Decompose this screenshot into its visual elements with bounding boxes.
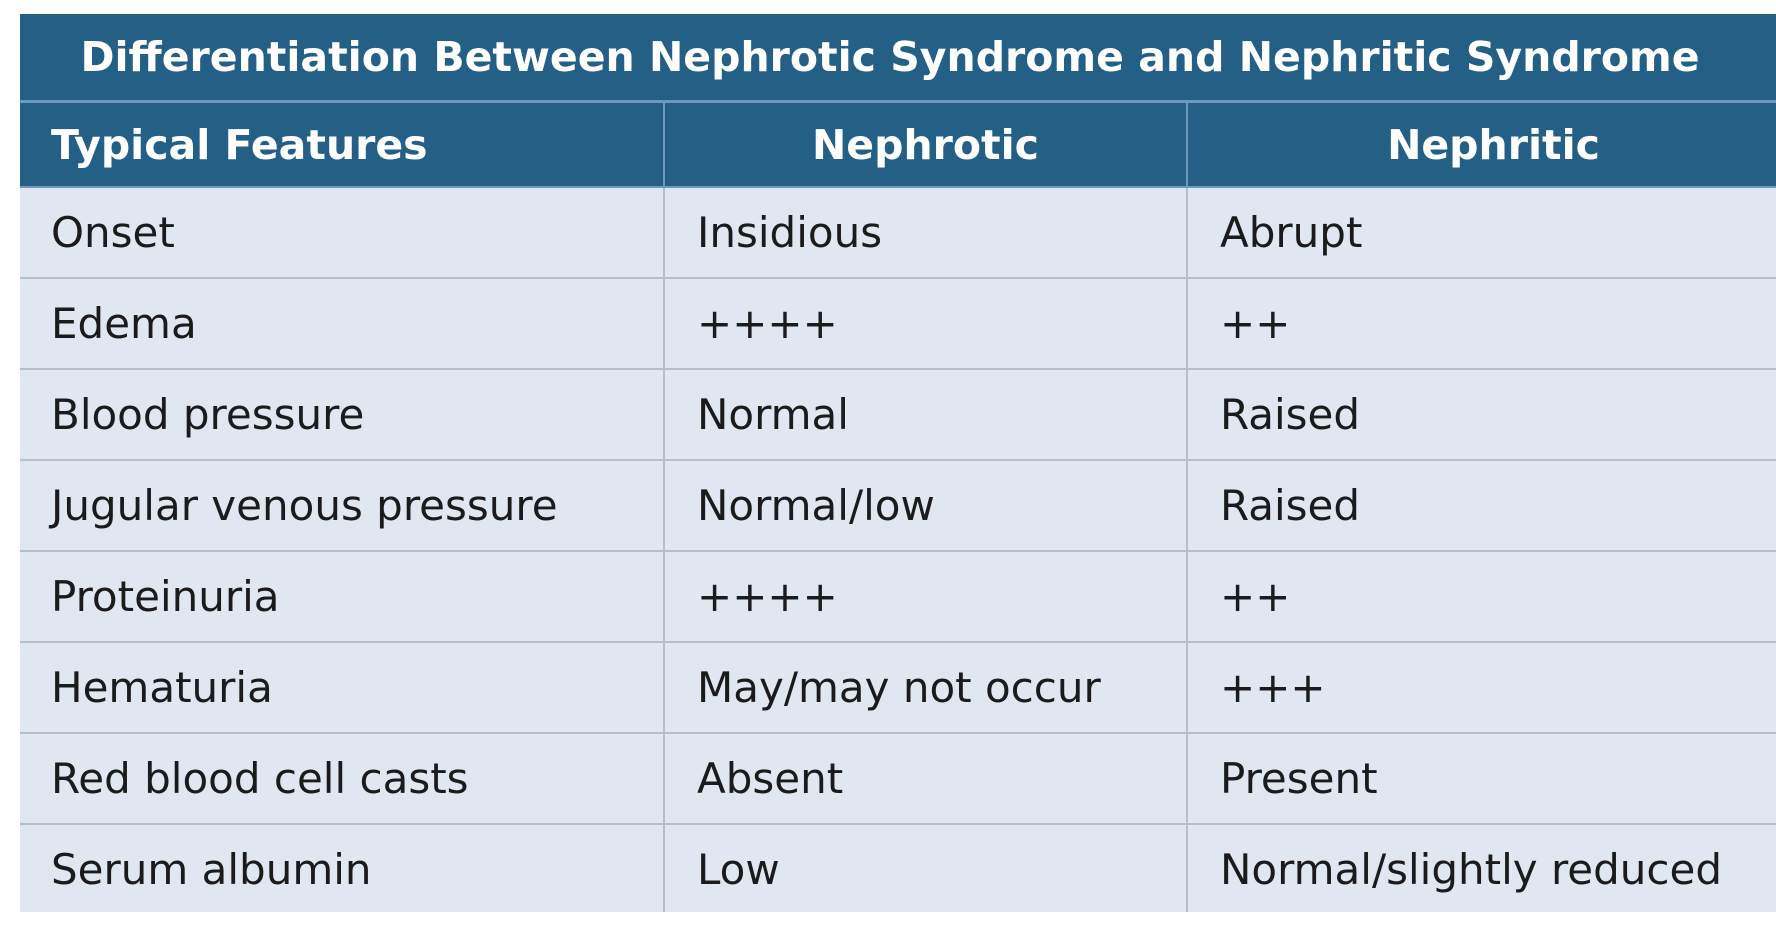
- nephritic-cell: +++: [1187, 642, 1776, 733]
- nephritic-cell: Normal/slightly reduced: [1187, 824, 1776, 912]
- feature-cell: Red blood cell casts: [20, 733, 664, 824]
- table-header-row: [20, 102, 1776, 188]
- comparison-table-container: [20, 14, 1776, 912]
- nephrotic-cell: ++++: [664, 551, 1187, 642]
- table-title-text: Differentiation Between Nephrotic Syndrome and Nephritic Syndrome: [80, 33, 1700, 81]
- table-row: [20, 733, 1776, 824]
- nephrotic-cell: Low: [664, 824, 1187, 912]
- table-row: [20, 642, 1776, 733]
- nephrotic-cell: May/may not occur: [664, 642, 1187, 733]
- comparison-table: [20, 14, 1776, 912]
- nephritic-cell: ++: [1187, 551, 1776, 642]
- column-header-nephrotic: Nephrotic: [664, 102, 1187, 188]
- feature-cell: Jugular venous pressure: [20, 460, 664, 551]
- nephrotic-cell: ++++: [664, 278, 1187, 369]
- table-row: [20, 824, 1776, 912]
- feature-cell: Edema: [20, 278, 664, 369]
- feature-cell: Proteinuria: [20, 551, 664, 642]
- nephrotic-cell: Insidious: [664, 187, 1187, 278]
- table-row: [20, 278, 1776, 369]
- nephrotic-cell: Normal/low: [664, 460, 1187, 551]
- nephritic-cell: Abrupt: [1187, 187, 1776, 278]
- feature-cell: Onset: [20, 187, 664, 278]
- feature-cell: Hematuria: [20, 642, 664, 733]
- column-header-typical-features: Typical Features: [20, 102, 664, 188]
- nephrotic-cell: Normal: [664, 369, 1187, 460]
- feature-cell: Blood pressure: [20, 369, 664, 460]
- nephritic-cell: ++: [1187, 278, 1776, 369]
- table-row: [20, 551, 1776, 642]
- column-header-nephritic: Nephritic: [1187, 102, 1776, 188]
- table-row: [20, 187, 1776, 278]
- table-row: [20, 369, 1776, 460]
- table-row: [20, 460, 1776, 551]
- table-title: [20, 14, 1776, 102]
- nephrotic-cell: Absent: [664, 733, 1187, 824]
- nephritic-cell: Present: [1187, 733, 1776, 824]
- nephritic-cell: Raised: [1187, 369, 1776, 460]
- table-title-row: [20, 14, 1776, 102]
- nephritic-cell: Raised: [1187, 460, 1776, 551]
- feature-cell: Serum albumin: [20, 824, 664, 912]
